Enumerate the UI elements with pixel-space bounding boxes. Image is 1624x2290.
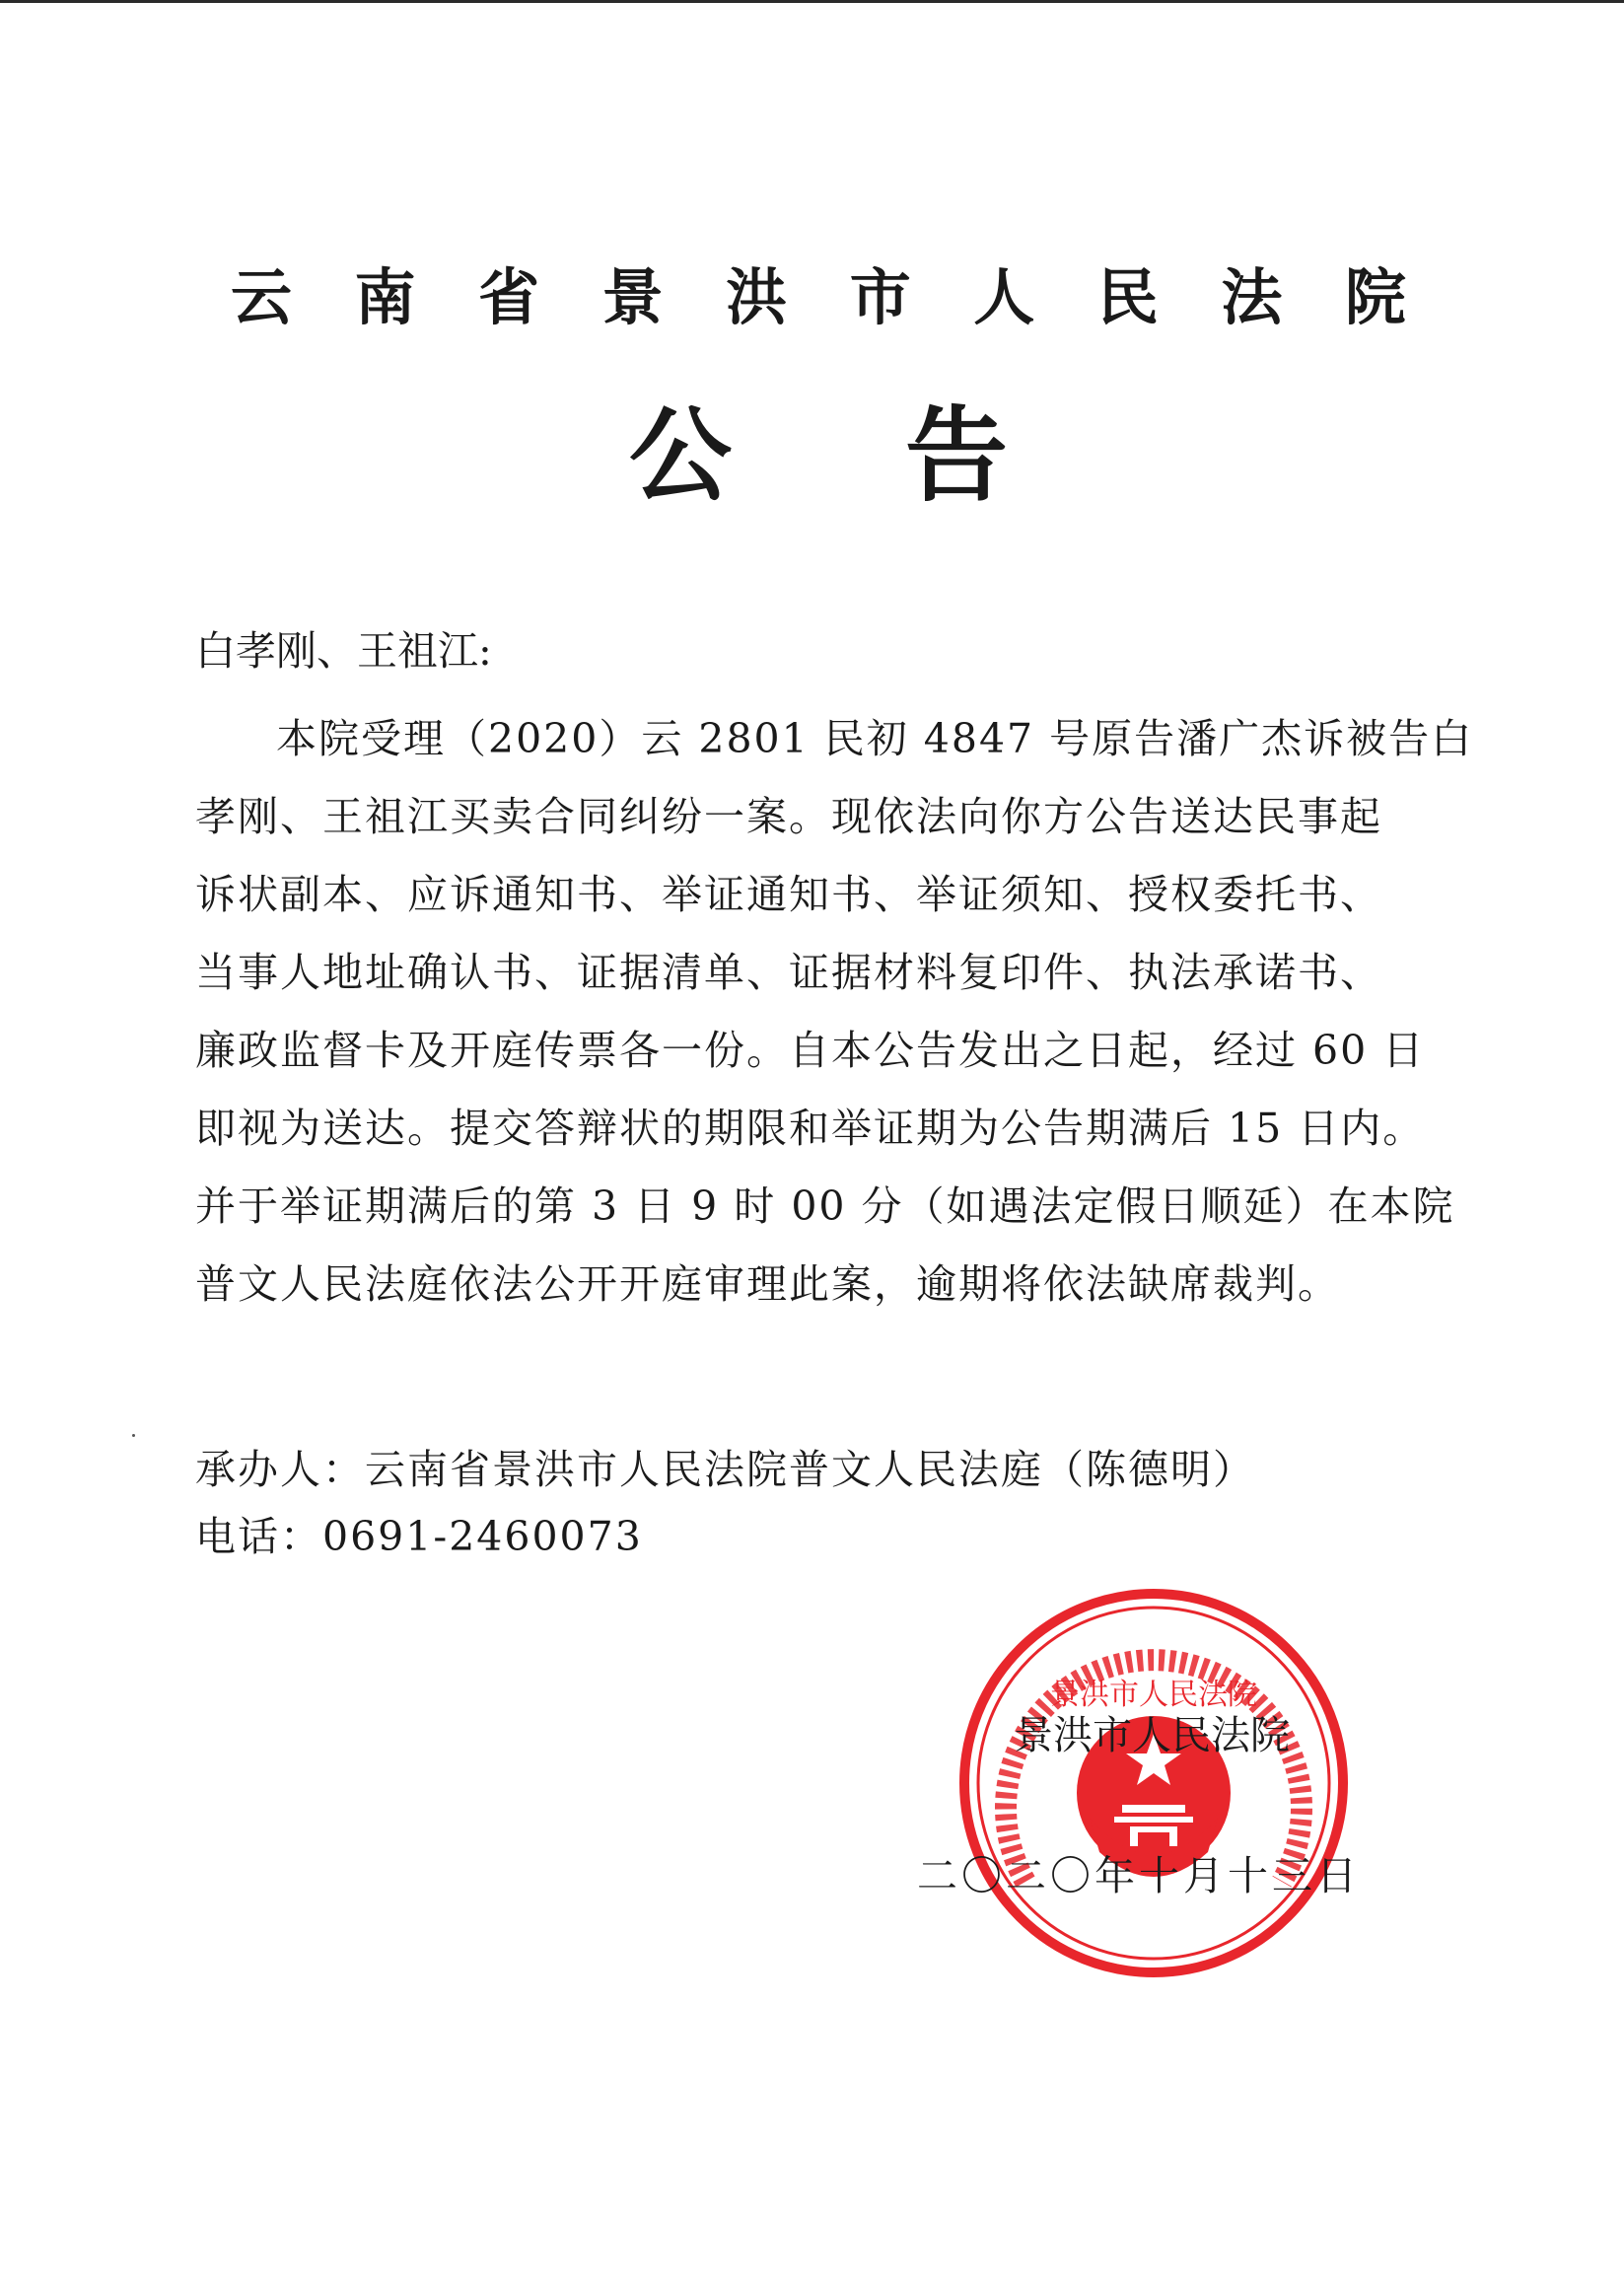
document-title	[621, 396, 1016, 515]
body-line: 孝刚、王祖江买卖合同纠纷一案。现依法向你方公告送达民事起	[195, 793, 1382, 840]
body-line: 本院受理（2020）云 2801 民初 4847 号原告潘广杰诉被告白	[276, 715, 1474, 762]
body-line: 廉政监督卡及开庭传票各一份。自本公告发出之日起，经过 60 日	[195, 1027, 1426, 1074]
court-title-char: 南	[354, 261, 416, 333]
court-title	[227, 258, 1410, 337]
court-title-char: 民	[1096, 261, 1159, 333]
body-line: 诉状副本、应诉通知书、举证通知书、举证须知、授权委托书、	[195, 871, 1382, 918]
signing-court-name: 景洪市人民法院	[1014, 1713, 1290, 1758]
notice-body	[195, 700, 1474, 1324]
court-title-char: 法	[1221, 261, 1283, 333]
court-title-char: 院	[1344, 261, 1406, 333]
court-title-char: 洪	[726, 261, 788, 333]
court-title-char: 云	[230, 261, 292, 333]
addressee: 白孝刚、王祖江:	[195, 627, 492, 675]
court-title-char: 市	[849, 261, 911, 333]
case-handler: 承办人：云南省景洪市人民法院普文人民法庭（陈德明）	[195, 1446, 1255, 1493]
document-title-char: 公	[628, 394, 732, 516]
court-seal	[956, 1586, 1351, 1980]
signing-date: 二〇二〇年十月十三日	[917, 1852, 1361, 1899]
scan-top-edge	[0, 0, 1624, 3]
court-title-char: 省	[478, 261, 540, 333]
body-line: 即视为送达。提交答辩状的期限和举证期为公告期满后 15 日内。	[195, 1105, 1426, 1152]
contact-phone: 电话：0691-2460073	[195, 1513, 643, 1560]
court-title-char: 人	[973, 261, 1035, 333]
scan-speck	[132, 1434, 135, 1437]
court-title-char: 景	[601, 261, 664, 333]
document-title-char: 告	[904, 394, 1008, 516]
seal-text: 景洪市人民法院	[1050, 1678, 1257, 1712]
body-line: 普文人民法庭依法公开开庭审理此案，逾期将依法缺席裁判。	[195, 1260, 1340, 1308]
body-line: 当事人地址确认书、证据清单、证据材料复印件、执法承诺书、	[195, 949, 1382, 996]
body-line: 并于举证期满后的第 3 日 9 时 00 分（如遇法定假日顺延）在本院	[195, 1182, 1455, 1230]
